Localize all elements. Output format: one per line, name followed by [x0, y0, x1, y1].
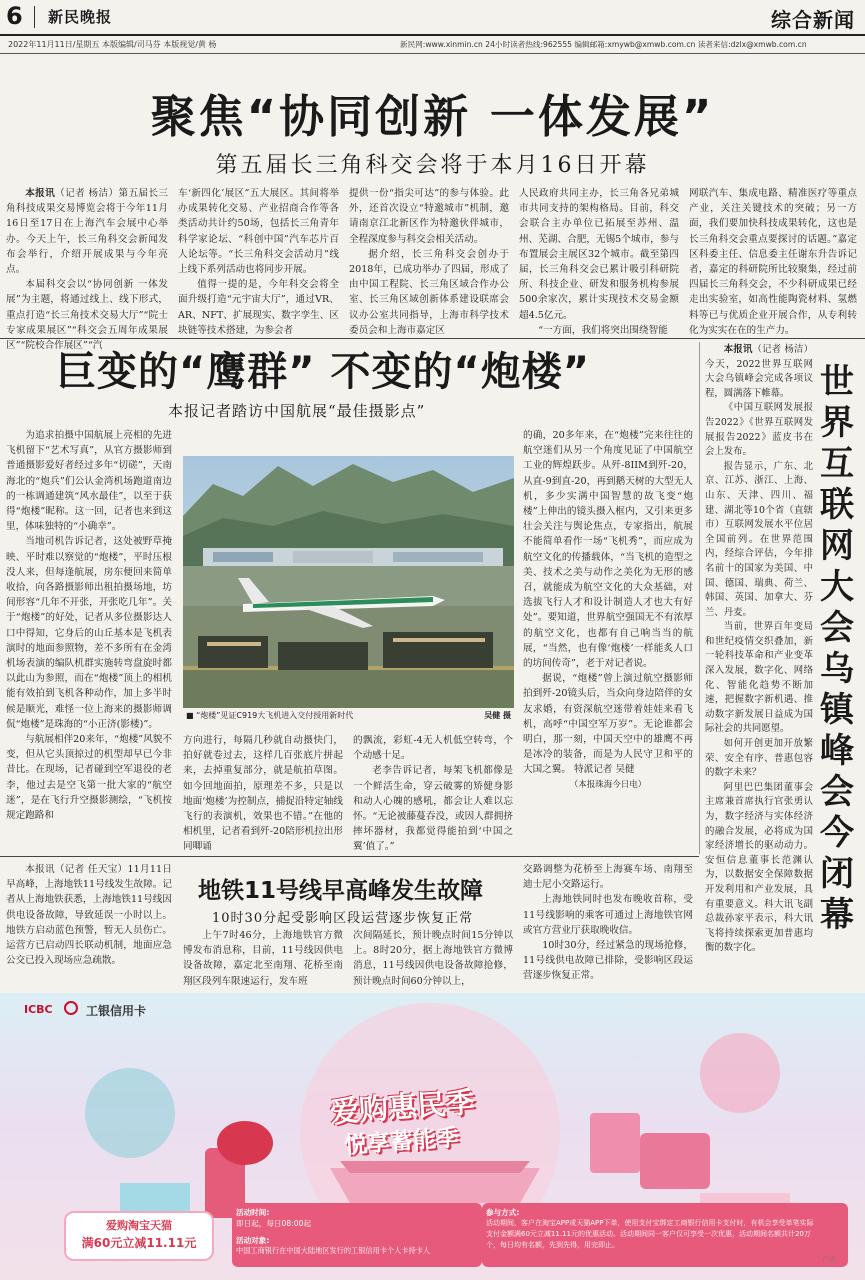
paragraph: 交路调整为花桥至上海赛车场、南翔至迪士尼小交路运行。 [523, 864, 693, 891]
airshow-photo [183, 456, 514, 732]
target-label: 活动对象: [236, 1236, 270, 1245]
paragraph: 据介绍，长三角科交会创办于2018年，已成功举办了四届，形成了由中国工程院、长三角区域合作办公室、长三角区域创新体系建设联席会议办公室共同指导，上海市科学技术委员会和上海市嘉定区 [349, 248, 509, 336]
story2-headline: 巨变的“鹰群” 不变的“炮楼” [56, 349, 591, 395]
story4-col3 [353, 928, 513, 988]
story1-col4 [519, 186, 679, 336]
advert-main-slogan: 爱购惠民季 [329, 1084, 477, 1130]
paragraph: “一方面，我们将突出围绕智能 [538, 324, 668, 336]
story2-para2: 当地司机告诉记者，这处被野草掩映、平时难以察觉的“炮楼”，平时压根没人来，但每逢航展，房东便回来简单收拾，向各路摄影师出租拍摄场地，坊间形容“几年不开张，开张吃几年”。关于“炮楼”的好处，记者从多位摄影达人口中得知，它身后的山丘基本是飞机表演时的地面参照物，差不多所有在金湾机场表演的编队机群实施转弯盘旋时都以此山为参照，而在“炮楼”顶上的相机能有效拍到飞机各种动作，加上多半时候是顺光，难怪一位上海来的摄影师调侃“炮楼”是珠海的“小正济(影楼)”。 [6, 536, 172, 730]
photo-caption [186, 710, 511, 721]
paragraph: 10时30分，经过紧急的现场抢修，11号线供电故障已排除，受影响区段运营逐步恢复正常。 [523, 940, 693, 982]
story1-col3 [349, 186, 509, 336]
ad-tag: 广告 [822, 1256, 836, 1264]
story1-col5 [689, 186, 857, 336]
page-number: 6 [6, 2, 23, 30]
icbc-logo-icon [64, 1001, 78, 1015]
story1-intro: （记者 杨洁）第五届长三角科技成果交易博览会将于今年11月16日至17日在上海汽车会展中心举办。今天上午，长三角科交会新闻发布会举行，介绍开展成果与今年亮点。 [6, 188, 168, 276]
paragraph: 据说，“炮楼”曾上演过航空摄影师拍到歼-20镜头后，当众向身边陪伴的女友求婚，有资深航空迷带着娃娃来看飞机，高呼“中国空军万岁”。无论谁都会明白，那一刻，中国天空中的雄鹰不再是冰冷的装备，而是为人民守卫和平的大国之翼。 特派记者 吴健 [523, 673, 693, 776]
paragraph: 人民政府共同主办，长三角各兄弟城市共同支持的架构格局。目前，科交会联合主办单位已拓展至苏州、温州、芜湖、合肥，无锡5个城市，参与布置展会主展区32个城市。截至第四届，长三角科交会已累计吸引科研院所、科技企业、研发和服务机构参展500余家次，累计实现技术交易金额超4.5亿元。 [519, 188, 679, 321]
story1-lead: 本报讯 [25, 188, 56, 199]
airshow-photo-image [183, 456, 514, 732]
method-text: 活动期间，客户在淘宝APP或天猫APP下单，使用支付宝绑定工商银行信用卡支付时，有机会享受单笔实际支付金额满60元立减11.11元的优惠活动。活动期间同一客户仅可享受一次优惠，活动期间名额共计20万个，每日均有名额，先到先得，用完即止。 [486, 1219, 814, 1249]
method-label: 参与方式: [486, 1208, 520, 1217]
story3-para3: 报告显示，广东、北京、江苏、浙江、上海、山东、天津、四川、福建、湖北等10个省（直辖市）互联网发展水平位居全国前列。在世界范围内，经综合评估，今年排名前十的国家为美国、中国、德国、瑞典、荷兰、韩国、英国、加拿大、芬兰、丹麦。 [705, 460, 813, 618]
story1-col2 [178, 186, 339, 336]
story1-col5-text: 网联汽车、集成电路、精准医疗等重点产业，关注关键技术的突破；另一方面，我们要加快科技成果转化，这也是长三角科交会重点要探讨的话题。”嘉定区科委主任、信息委主任谢东升告诉记者，嘉定的科研院所比较聚集，经过前四届长三角科交会，不少科研成果已经走出实验室，如高性能陶瓷材料、氢燃料等已与优质企业开展合作，从专利转化为实实在在的生产力。 [689, 188, 857, 336]
story2-col4-text [523, 428, 693, 778]
story3-lead: 本报讯 [723, 344, 753, 355]
paragraph: 值得一提的是，今年科交会将全面升级打造“元宇宙大厅”，通过VR、AR、NFT、扩展现实、数字孪生、区块链等技术搭建，为参会者 [178, 279, 339, 336]
story2-col3 [353, 733, 513, 851]
photo-credit: 吴健 摄 [484, 711, 511, 720]
story4-col1-text: 本报讯（记者 任天宝）11月11日早高峰，上海地铁11号线发生故障。记者从上海地铁获悉，上海地铁11号线因供电设备故障，导致延误一小时以上。地铁方启动蓝色预警，暂无人员伤亡。运营方已启动四长联动机制，地面应急公交已投入现场应急疏散。 [6, 864, 172, 967]
story1-subhead: 第五届长三角科交会将于本月16日开幕 [215, 153, 650, 178]
icbc-advert [0, 993, 865, 1280]
story3-para4: 当前，世界百年变局和世纪疫情交织叠加，新一轮科技革命和产业变革深入发展，数字化、网络化、智能化趋势不断加速，把握数字新机遇、推动数字新发展日益成为国际社会的共同愿望。 [705, 621, 813, 735]
story1-para2: 本届科交会以“协同创新 一体发展”为主题，将通过线上、线下形式，重点打造“长三角技术交易大厅”“院士专家成果展区”“科交会五周年成果展区”“院校合作展区”“汽 [6, 279, 168, 352]
story2-subhead: 本报记者踏访中国航展“最佳摄影点” [168, 402, 426, 420]
date-line: 2022年11月11日/星期五 本版编辑/司马芬 本版视觉/黄 杨 [8, 40, 217, 49]
story3-para2: 《中国互联网发展报告2022》《世界互联网发展报告2022》蓝皮书在会上发布。 [705, 402, 813, 458]
story4-col4 [523, 862, 693, 987]
target-text: 中国工商银行在中国大陆地区发行的工银信用卡个人卡持卡人 [236, 1246, 431, 1255]
story2-para1: 为追求拍摄中国航展上亮相的先进飞机留下“艺术写真”，从官方摄影师到普通摄影爱好者经过多年“切磋”，天南海北的“炮兵”们公认金湾机场跑道南边的一栋调通建筑“风水最佳”，以至于获得“炮楼”昵称。这一回，记者也来到这里，体味独特的“小确幸”。 [6, 430, 172, 533]
paragraph: 老李告诉记者，每架飞机都像是一个鲜活生命，穿云破雾的矫健身影和动人心魄的感吼，都会让人难以忘怀。“无论被藤蔓吞没，或因人群拥挤摔坏器材，我都觉得能拍到‘中国之翼’值了。” [353, 765, 513, 853]
story2-col1 [6, 428, 172, 853]
paragraph: 上海地铁同时也发布晚收首称，受11号线影响的乘客可通过上海地铁官网或官方营业厅获取晚收信。 [523, 894, 693, 936]
contact-line: 新民网:www.xinmin.cn 24小时读者热线:962555 编辑邮箱:xmywb@xmwb.com.cn 读者来信:dzlx@xmwb.com.cn [400, 40, 807, 49]
story4-col2-text: 上午7时46分，上海地铁官方微博发布消息称，目前，11号线因供电设备故障，嘉定北至南翔、花桥至南翔区段列车限速运行，发车班 [183, 930, 343, 987]
story4-col2 [183, 928, 343, 988]
paragraph: 车‘新四化’展区”五大展区。其间将举办成果转化交易、产业招商合作等各类活动共计约50场，包括长三角青年科学家论坛、“科创中国”汽车芯片百人论坛等。“长三角科交会活动月”线上线下系列活动也将同步开展。 [178, 188, 339, 276]
story3-intro: （记者 杨洁）今天，2022世界互联网大会乌镇峰会完成各项议程，圆满落下帷幕。 [705, 344, 813, 399]
story3-headline: 世界互联网大会乌镇峰会今闭幕 [820, 362, 854, 935]
advert-brand: 工银信用卡 [86, 1004, 147, 1018]
paragraph: 的确，20多年来，在“炮楼”完来往往的航空迷们从另一个角度见证了中国航空工业的辉煌跃步。从歼-8IIM到歼-20，从直-9到直-20，再到鹅天树的大型无人机，多少实满中国智慧的故飞变“炮楼”上伸出的镜头摄入框内，又引来更多壮会关注与舆论焦点，专家指出，航展不能简单看作一场“飞机秀”，而应成为航空文化的传播载体，“当飞机的造型之美、技术之美与动作之美化为无形的感召，就能成为航空文化的大众基础，对选拔飞行人才和设计制造人才也大有好处”。要知道，世界航空强国无不有浓厚的航空文化，也都有自己响当当的航展，“当然，也有像‘炮楼’一样能炙人口的坊间传奇”，老于对记者说。 [523, 430, 693, 670]
promo-line1: 爱购淘宝天猫 [106, 1219, 172, 1232]
icbc-logo-text: ICBC [24, 1003, 53, 1016]
story1-col1 [6, 186, 168, 352]
paragraph: 的飘流，彩虹-4无人机低空转弯，个个动感十足。 [353, 735, 513, 762]
story2-col2 [183, 733, 343, 851]
info-panel-left [232, 1203, 482, 1267]
story2-col4 [523, 428, 693, 853]
time-label: 活动时间: [236, 1208, 270, 1217]
story4-subhead: 10时30分起受影响区段运营逐步恢复正常 [212, 911, 474, 926]
story4-headline: 地铁11号线早高峰发生故障 [198, 878, 484, 904]
section-title: 综合新闻 [771, 8, 855, 32]
paragraph: 方向进行，每隔几秒就自动摄快门，拍好就卷过去，这样几百张底片拼起来，去掉重复部分，就是航拍草图。如今回地面拍，原理差不多，只是以地面‘炮楼’为控制点，捕捉沿特定轴线飞行的表演机，效果也不错。”在他的相机里，记者看到歼-20陪形机拉出形同唧诵 [183, 735, 343, 853]
story4-col3-text: 次间隔延长，预计晚点时间15分钟以上。8时20分，据上海地铁官方微博消息，11号线因供电设备故障抢修，预计晚点时间60分钟以上， [353, 930, 513, 987]
paragraph: 提供一份“指尖可达”的参与体验。此外，还首次设立“特邀城市”机制，邀请南京江北新区作为特邀伙伴城市，全程深度参与科交会相关活动。 [349, 188, 509, 245]
story2-dateline: （本报珠海今日电） [569, 779, 647, 790]
story3-para6: 阿里巴巴集团董事会主席兼首席执行官张勇认为，数字经济与实体经济的融合发展，必将成为国家经济增长的驱动动力。安恒信息董事长范渊认为，以数据安全保障数据开发利用和产业发展，具有重要意义。科大讯飞副总裁孙家平表示，科大讯飞将持续探索更加普惠均衡的数字化。 [705, 781, 813, 954]
time-text: 即日起，每日08:00起 [236, 1219, 312, 1228]
story4-col1 [6, 862, 172, 987]
photo-caption-text: ■ “炮楼”见证C919大飞机进入交付授用新时代 [186, 711, 354, 720]
story3-body [705, 343, 813, 954]
promo-line2: 满60元立减11.11元 [81, 1236, 197, 1250]
paper-name: 新民晚报 [48, 8, 113, 26]
story3-para5: 如何开创更加开放繁荣、安全有序、普惠包容的数字未来？ [705, 738, 813, 779]
story2-para3: 与航展相伴20来年，“炮楼”风貌不变，但从它头顶掠过的机型却早已今非昔比。在现场，记者碰到空军退役的老李，他过去是空飞第一批大家的“航空迷”，是在飞行升空摄影测绘，“飞机按规定跑路和 [6, 734, 172, 822]
advert-sub-slogan: 悦享蓄能季 [343, 1125, 460, 1159]
story1-headline: 聚焦“协同创新 一体发展” [150, 90, 715, 143]
